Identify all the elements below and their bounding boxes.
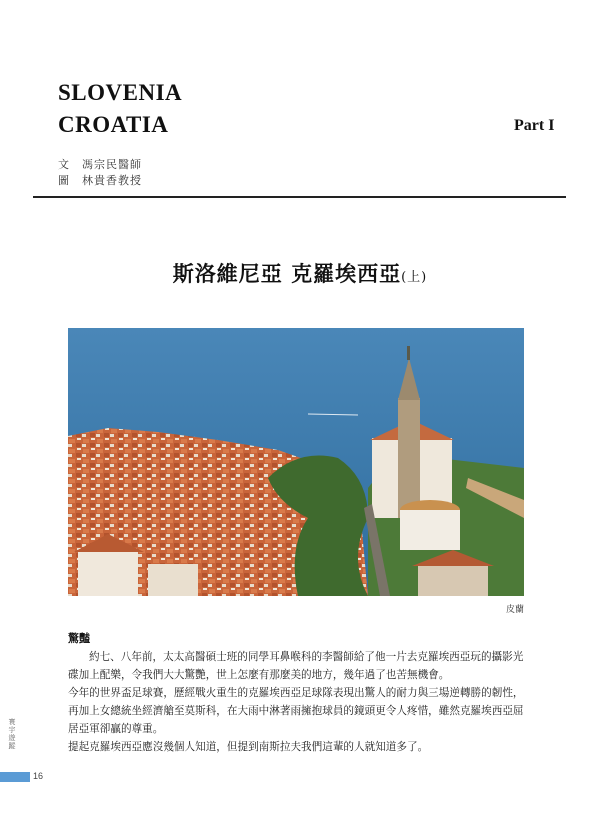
- photographer-credit: 圖 林貴香教授: [58, 174, 142, 187]
- title-croatia: CROATIA: [58, 112, 169, 137]
- part-label: Part I: [514, 117, 555, 134]
- article-title-suffix: (上): [401, 270, 428, 285]
- section-side-label: 寰宇遊蹤: [8, 718, 16, 750]
- article-title-text: 斯洛維尼亞 克羅埃西亞: [172, 261, 402, 286]
- writer-credit: 文 馮宗民醫師: [58, 158, 142, 171]
- header-divider: [33, 196, 566, 198]
- piran-photo: [68, 328, 524, 596]
- title-slovenia: SLOVENIA: [58, 80, 183, 105]
- photo-caption: 皮蘭: [506, 605, 525, 615]
- section-heading: 驚豔: [68, 632, 90, 645]
- paragraph-2: 今年的世界盃足球賽，歷經戰火重生的克羅埃西亞足球隊表現出驚人的耐力與三場逆轉勝的韌性，再加上女總統坐經濟艙至莫斯科，在大雨中淋著雨擁抱球員的鏡頭更令人疼惜，雖然克羅埃西亞屈居亞軍卻贏的尊重。: [68, 687, 524, 735]
- page-number: 16: [33, 771, 44, 781]
- paragraph-1: 約七、八年前，太太高醫碩士班的同學耳鼻喉科的李醫師給了他一片去克羅埃西亞玩的攝影光碟加上配樂，令我們大大驚艷，世上怎麼有那麼美的地方，幾年過了也苦無機會。: [68, 651, 524, 681]
- page-number-bar: [0, 772, 30, 782]
- article-title: [0, 258, 600, 288]
- paragraph-3: 提起克羅埃西亞應沒幾個人知道，但提到南斯拉夫我們這輩的人就知道多了。: [68, 741, 429, 753]
